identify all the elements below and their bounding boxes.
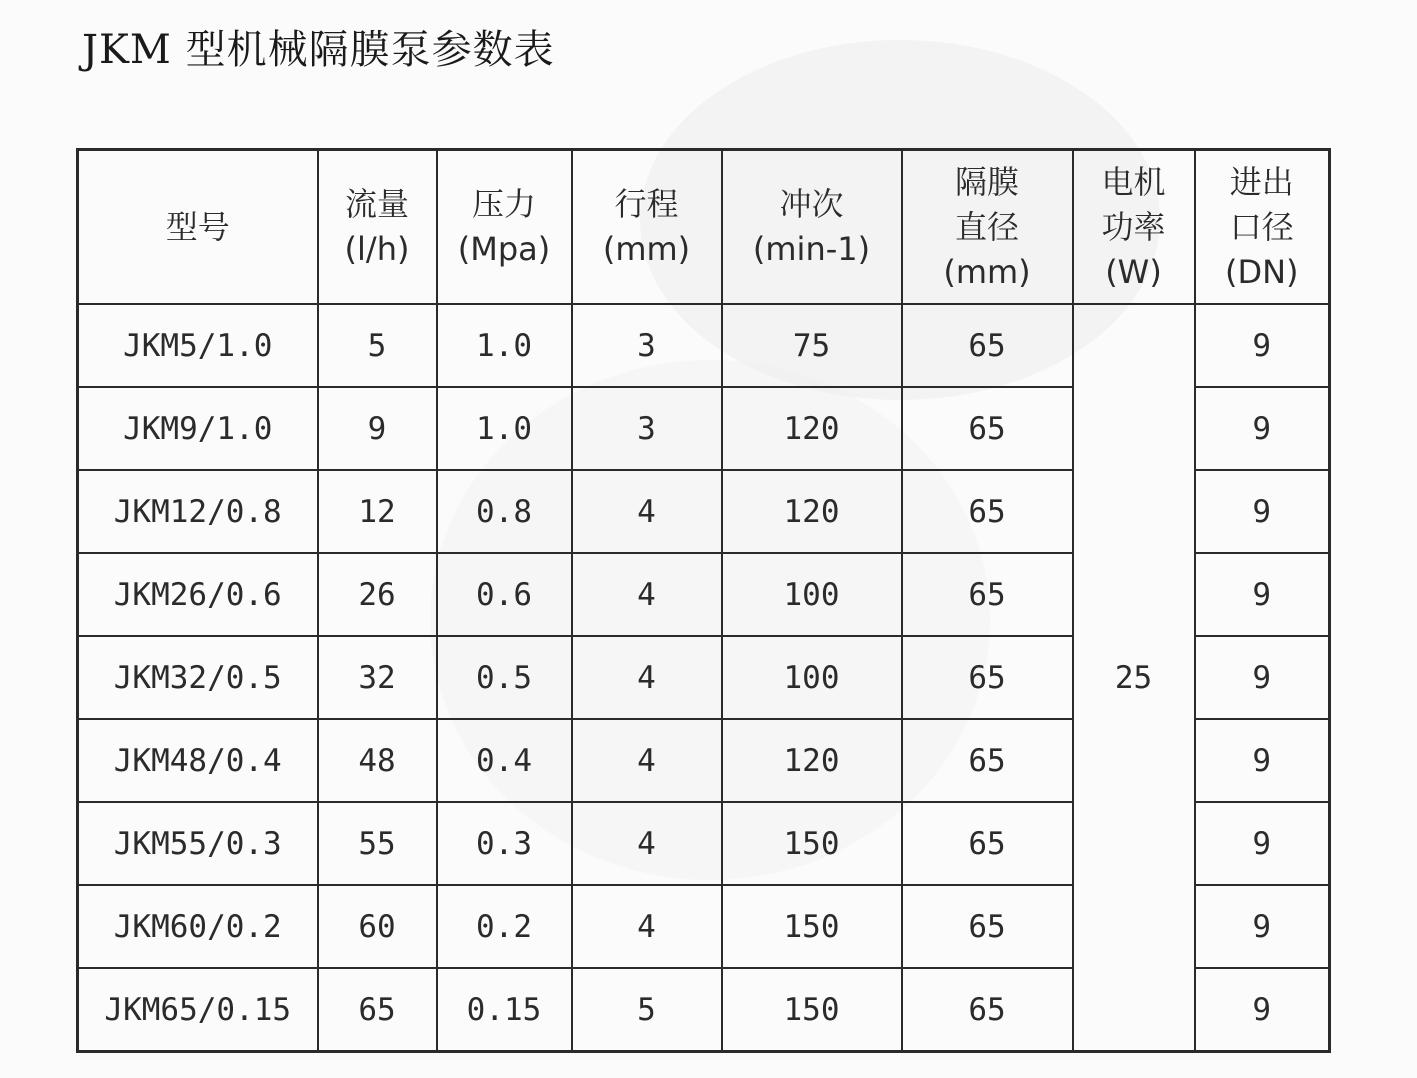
cell-stroke: 3 xyxy=(572,387,722,470)
cell-pressure: 0.5 xyxy=(437,636,572,719)
cell-diaphragm: 65 xyxy=(902,553,1073,636)
cell-flow: 5 xyxy=(318,304,437,387)
header-model: 型号 xyxy=(78,150,318,305)
cell-pressure: 1.0 xyxy=(437,387,572,470)
cell-model: JKM55/0.3 xyxy=(78,802,318,885)
cell-dn: 9 xyxy=(1195,387,1330,470)
cell-stroke: 4 xyxy=(572,553,722,636)
cell-pressure: 0.8 xyxy=(437,470,572,553)
header-diaphragm-diameter: 隔膜 直径 (mm) xyxy=(902,150,1073,305)
cell-spm: 120 xyxy=(722,719,902,802)
cell-spm: 120 xyxy=(722,387,902,470)
cell-dn: 9 xyxy=(1195,553,1330,636)
cell-flow: 55 xyxy=(318,802,437,885)
cell-stroke: 4 xyxy=(572,470,722,553)
cell-dn: 9 xyxy=(1195,968,1330,1052)
cell-pressure: 0.15 xyxy=(437,968,572,1052)
cell-spm: 120 xyxy=(722,470,902,553)
cell-stroke: 4 xyxy=(572,636,722,719)
header-port-size: 进出 口径 (DN) xyxy=(1195,150,1330,305)
cell-diaphragm: 65 xyxy=(902,387,1073,470)
cell-stroke: 5 xyxy=(572,968,722,1052)
cell-dn: 9 xyxy=(1195,470,1330,553)
cell-diaphragm: 65 xyxy=(902,304,1073,387)
cell-diaphragm: 65 xyxy=(902,885,1073,968)
cell-model: JKM5/1.0 xyxy=(78,304,318,387)
cell-spm: 150 xyxy=(722,968,902,1052)
page-title: JKM 型机械隔膜泵参数表 xyxy=(82,27,555,73)
cell-flow: 9 xyxy=(318,387,437,470)
cell-dn: 9 xyxy=(1195,802,1330,885)
header-strokes-per-minute: 冲次 (min-1) xyxy=(722,150,902,305)
cell-spm: 150 xyxy=(722,885,902,968)
cell-diaphragm: 65 xyxy=(902,968,1073,1052)
cell-dn: 9 xyxy=(1195,885,1330,968)
cell-diaphragm: 65 xyxy=(902,802,1073,885)
cell-spm: 75 xyxy=(722,304,902,387)
header-stroke: 行程 (mm) xyxy=(572,150,722,305)
cell-spm: 100 xyxy=(722,553,902,636)
cell-dn: 9 xyxy=(1195,719,1330,802)
cell-model: JKM60/0.2 xyxy=(78,885,318,968)
table-header-row xyxy=(78,150,1330,305)
header-motor-power: 电机 功率 (W) xyxy=(1073,150,1195,305)
cell-pressure: 1.0 xyxy=(437,304,572,387)
cell-model: JKM9/1.0 xyxy=(78,387,318,470)
cell-pressure: 0.2 xyxy=(437,885,572,968)
cell-stroke: 4 xyxy=(572,885,722,968)
cell-pressure: 0.6 xyxy=(437,553,572,636)
cell-motor-power: 25 xyxy=(1073,304,1195,1052)
cell-stroke: 4 xyxy=(572,802,722,885)
cell-model: JKM65/0.15 xyxy=(78,968,318,1052)
cell-dn: 9 xyxy=(1195,636,1330,719)
cell-pressure: 0.4 xyxy=(437,719,572,802)
cell-diaphragm: 65 xyxy=(902,719,1073,802)
cell-stroke: 4 xyxy=(572,719,722,802)
cell-flow: 26 xyxy=(318,553,437,636)
cell-model: JKM32/0.5 xyxy=(78,636,318,719)
cell-flow: 65 xyxy=(318,968,437,1052)
cell-flow: 48 xyxy=(318,719,437,802)
header-pressure: 压力 (Mpa) xyxy=(437,150,572,305)
pump-parameter-table xyxy=(76,148,1331,1053)
table-row xyxy=(78,304,1330,387)
cell-spm: 100 xyxy=(722,636,902,719)
cell-model: JKM26/0.6 xyxy=(78,553,318,636)
cell-dn: 9 xyxy=(1195,304,1330,387)
cell-flow: 12 xyxy=(318,470,437,553)
cell-spm: 150 xyxy=(722,802,902,885)
cell-diaphragm: 65 xyxy=(902,470,1073,553)
cell-diaphragm: 65 xyxy=(902,636,1073,719)
cell-model: JKM12/0.8 xyxy=(78,470,318,553)
header-flow: 流量 (l/h) xyxy=(318,150,437,305)
cell-flow: 60 xyxy=(318,885,437,968)
cell-pressure: 0.3 xyxy=(437,802,572,885)
cell-flow: 32 xyxy=(318,636,437,719)
cell-stroke: 3 xyxy=(572,304,722,387)
cell-model: JKM48/0.4 xyxy=(78,719,318,802)
